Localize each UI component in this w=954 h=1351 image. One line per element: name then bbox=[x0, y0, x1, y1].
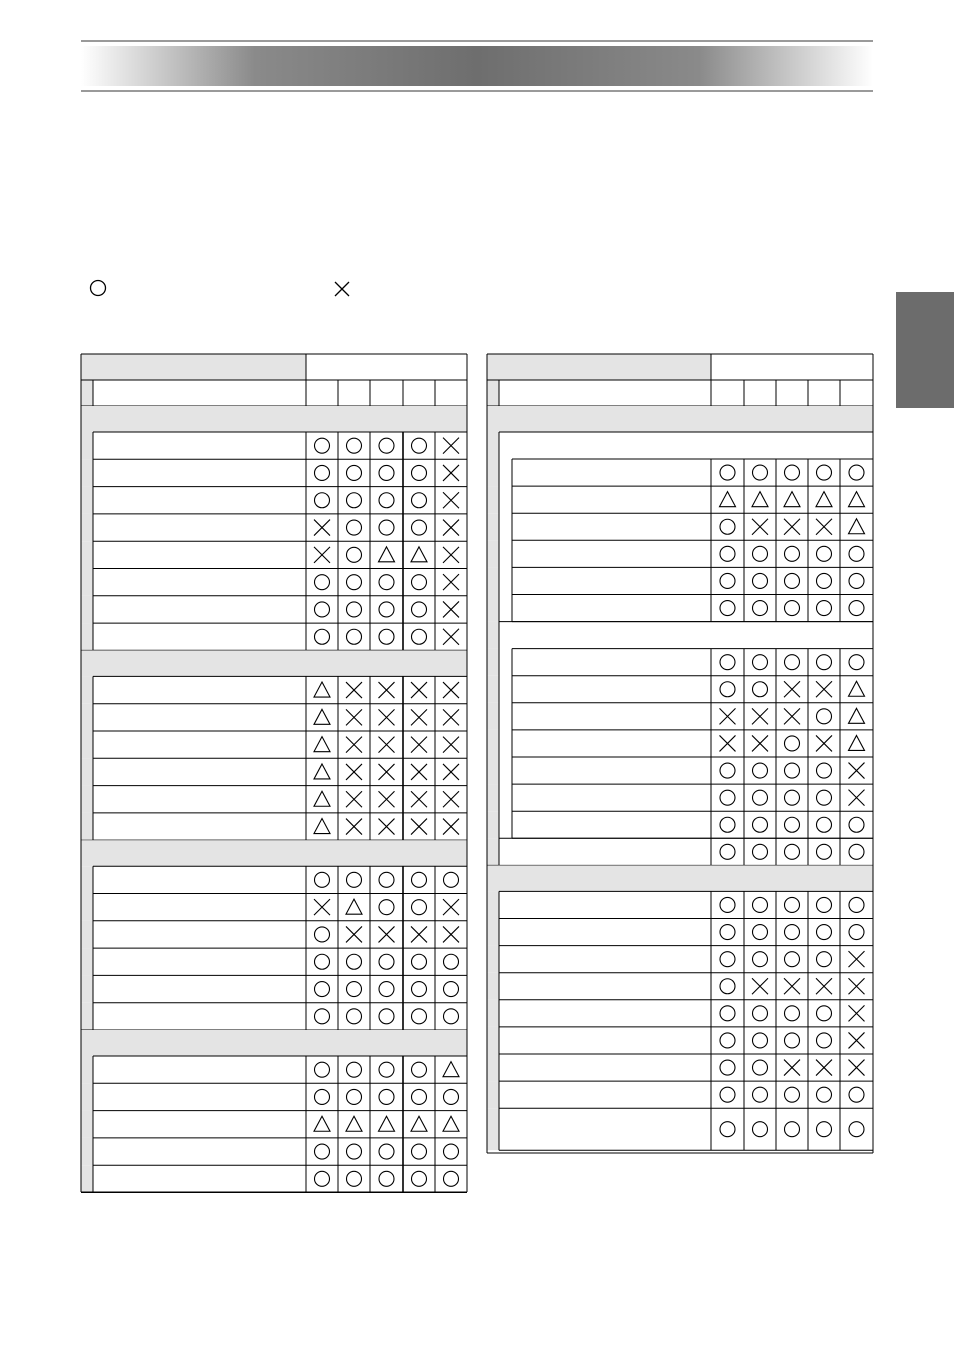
circle-mark bbox=[817, 601, 832, 616]
circle-mark bbox=[720, 1122, 735, 1137]
cross-mark bbox=[752, 978, 768, 994]
circle-mark bbox=[785, 601, 800, 616]
circle-mark bbox=[753, 763, 768, 778]
circle-mark bbox=[753, 897, 768, 912]
circle-mark bbox=[753, 925, 768, 940]
circle-mark bbox=[817, 897, 832, 912]
cross-mark bbox=[784, 978, 800, 994]
circle-mark bbox=[817, 1033, 832, 1048]
circle-mark bbox=[720, 763, 735, 778]
circle-mark bbox=[720, 546, 735, 561]
circle-mark bbox=[817, 465, 832, 480]
cross-mark bbox=[816, 519, 832, 535]
circle-mark bbox=[720, 655, 735, 670]
circle-mark bbox=[849, 601, 864, 616]
circle-mark bbox=[785, 655, 800, 670]
cross-mark bbox=[752, 519, 768, 535]
circle-mark bbox=[785, 573, 800, 588]
circle-mark bbox=[785, 763, 800, 778]
circle-mark bbox=[720, 519, 735, 534]
circle-mark bbox=[817, 709, 832, 724]
cross-mark bbox=[752, 708, 768, 724]
circle-mark bbox=[849, 897, 864, 912]
circle-mark bbox=[720, 897, 735, 912]
circle-mark bbox=[817, 1087, 832, 1102]
circle-mark bbox=[753, 546, 768, 561]
circle-mark bbox=[785, 1122, 800, 1137]
circle-mark bbox=[785, 790, 800, 805]
circle-mark bbox=[817, 655, 832, 670]
circle-mark bbox=[720, 844, 735, 859]
triangle-mark bbox=[849, 681, 865, 696]
circle-mark bbox=[720, 465, 735, 480]
section-header bbox=[487, 406, 873, 432]
triangle-mark bbox=[816, 492, 832, 507]
triangle-mark bbox=[849, 492, 865, 507]
circle-mark bbox=[720, 979, 735, 994]
circle-mark bbox=[753, 1033, 768, 1048]
circle-mark bbox=[849, 465, 864, 480]
section-header bbox=[487, 865, 873, 891]
circle-mark bbox=[785, 1006, 800, 1021]
triangle-mark bbox=[720, 492, 736, 507]
cross-mark bbox=[849, 1060, 865, 1076]
cross-mark bbox=[849, 951, 865, 967]
circle-mark bbox=[817, 1122, 832, 1137]
circle-mark bbox=[753, 817, 768, 832]
circle-mark bbox=[849, 1087, 864, 1102]
circle-mark bbox=[753, 1122, 768, 1137]
circle-mark bbox=[720, 1006, 735, 1021]
circle-mark bbox=[817, 546, 832, 561]
cross-mark bbox=[784, 708, 800, 724]
cross-mark bbox=[720, 708, 736, 724]
circle-mark bbox=[785, 952, 800, 967]
circle-mark bbox=[720, 573, 735, 588]
circle-mark bbox=[817, 925, 832, 940]
circle-mark bbox=[753, 1087, 768, 1102]
circle-mark bbox=[753, 682, 768, 697]
circle-mark bbox=[753, 1060, 768, 1075]
circle-mark bbox=[753, 952, 768, 967]
circle-mark bbox=[849, 655, 864, 670]
cross-mark bbox=[720, 735, 736, 751]
triangle-mark bbox=[752, 492, 768, 507]
circle-mark bbox=[753, 465, 768, 480]
circle-mark bbox=[785, 465, 800, 480]
circle-mark bbox=[785, 1033, 800, 1048]
circle-mark bbox=[720, 601, 735, 616]
circle-mark bbox=[753, 655, 768, 670]
circle-mark bbox=[817, 763, 832, 778]
circle-mark bbox=[753, 790, 768, 805]
cross-mark bbox=[849, 763, 865, 779]
circle-mark bbox=[785, 546, 800, 561]
cross-mark bbox=[849, 1005, 865, 1021]
circle-mark bbox=[817, 790, 832, 805]
circle-mark bbox=[720, 1060, 735, 1075]
circle-mark bbox=[753, 573, 768, 588]
circle-mark bbox=[849, 817, 864, 832]
circle-mark bbox=[817, 952, 832, 967]
circle-mark bbox=[785, 736, 800, 751]
circle-mark bbox=[720, 952, 735, 967]
circle-mark bbox=[720, 682, 735, 697]
circle-mark bbox=[817, 1006, 832, 1021]
triangle-mark bbox=[784, 492, 800, 507]
circle-mark bbox=[720, 817, 735, 832]
cross-mark bbox=[816, 1060, 832, 1076]
circle-mark bbox=[753, 601, 768, 616]
circle-mark bbox=[720, 1087, 735, 1102]
circle-mark bbox=[785, 897, 800, 912]
circle-mark bbox=[720, 790, 735, 805]
circle-mark bbox=[785, 1087, 800, 1102]
circle-mark bbox=[785, 925, 800, 940]
cross-mark bbox=[816, 681, 832, 697]
circle-mark bbox=[720, 925, 735, 940]
cross-mark bbox=[849, 978, 865, 994]
cross-mark bbox=[784, 1060, 800, 1076]
cross-mark bbox=[849, 1032, 865, 1048]
circle-mark bbox=[785, 817, 800, 832]
circle-mark bbox=[849, 573, 864, 588]
cross-mark bbox=[752, 735, 768, 751]
circle-mark bbox=[753, 1006, 768, 1021]
triangle-mark bbox=[849, 519, 865, 534]
cross-mark bbox=[816, 978, 832, 994]
circle-mark bbox=[849, 844, 864, 859]
circle-mark bbox=[817, 817, 832, 832]
cross-mark bbox=[816, 735, 832, 751]
circle-mark bbox=[817, 844, 832, 859]
triangle-mark bbox=[849, 735, 865, 750]
cross-mark bbox=[784, 519, 800, 535]
circle-mark bbox=[785, 844, 800, 859]
circle-mark bbox=[849, 925, 864, 940]
triangle-mark bbox=[849, 708, 865, 723]
circle-mark bbox=[720, 1033, 735, 1048]
cross-mark bbox=[849, 790, 865, 806]
circle-mark bbox=[753, 844, 768, 859]
circle-mark bbox=[849, 1122, 864, 1137]
circle-mark bbox=[817, 573, 832, 588]
cross-mark bbox=[784, 681, 800, 697]
circle-mark bbox=[849, 546, 864, 561]
